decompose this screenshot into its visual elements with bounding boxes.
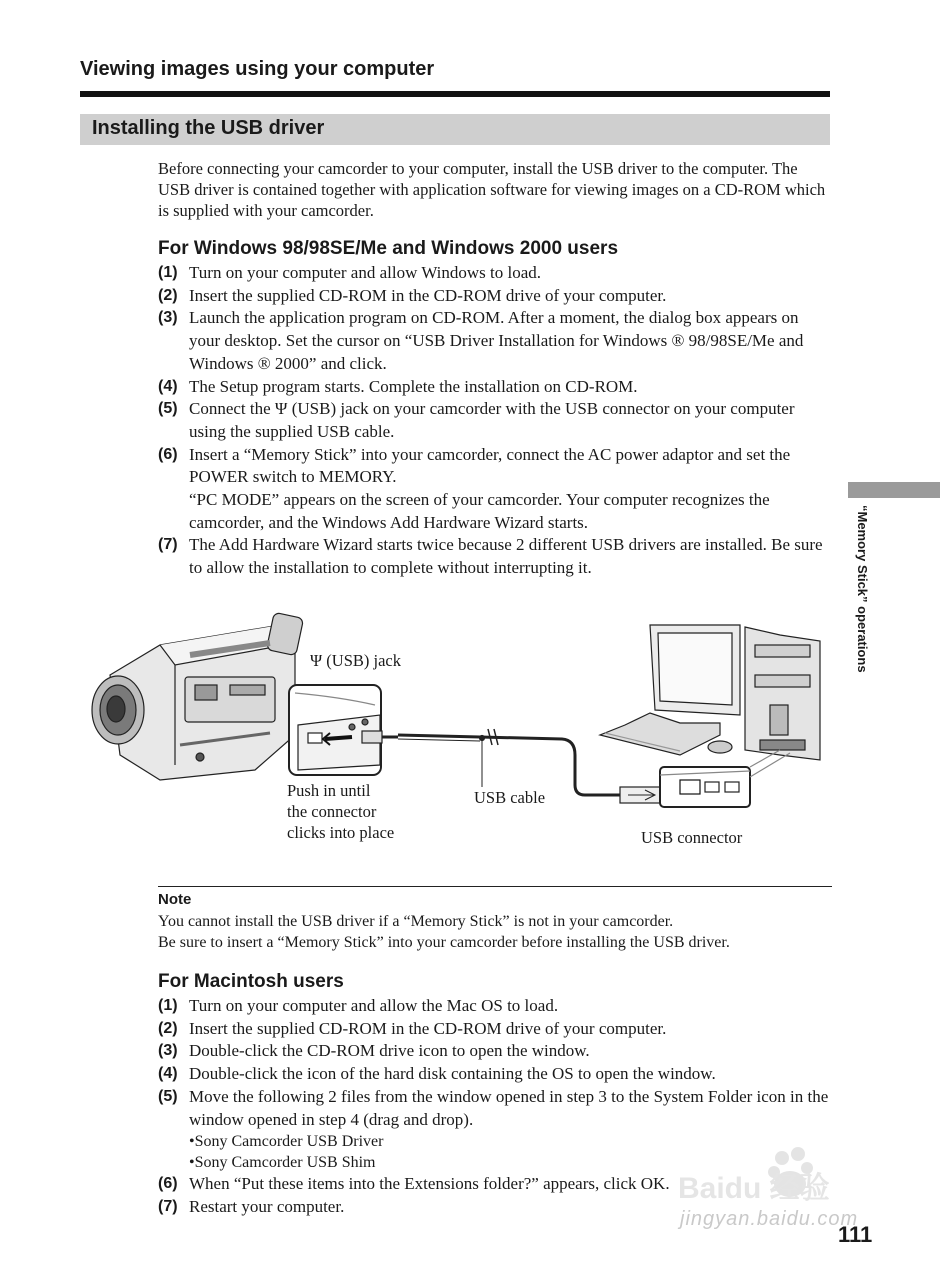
usb-jack-detail-icon [289, 685, 398, 775]
step-number: (1) [158, 264, 178, 281]
windows-step [158, 285, 833, 308]
desktop-computer-icon [600, 625, 820, 760]
section-title: Viewing images using your computer [80, 58, 435, 80]
step-text: Restart your computer. [189, 1196, 345, 1216]
step-number: (4) [158, 1065, 178, 1083]
windows-step [158, 444, 833, 535]
mac-step [158, 1040, 833, 1063]
step-number: (7) [158, 536, 178, 554]
step-text: Insert the supplied CD-ROM in the CD-ROM drive of your computer. [189, 285, 667, 305]
step-number: (3) [158, 1042, 178, 1060]
note-heading: Note [158, 891, 192, 908]
intro-paragraph: Before connecting your camcorder to your computer, install the USB driver to the computer. The USB driver is contained together with application software for viewing images on a CD-ROM which is supplied with your camcorder. [158, 159, 826, 220]
step-number: (6) [158, 445, 178, 463]
windows-step [158, 376, 833, 399]
step-number: (6) [158, 1175, 178, 1193]
step-number: (7) [158, 1197, 178, 1215]
mac-step [158, 1018, 833, 1041]
step-number: (4) [158, 377, 178, 395]
svg-text:Baidu 经验: Baidu 经验 [678, 1172, 830, 1205]
step-text: The Add Hardware Wizard starts twice because 2 different USB drivers are installed. Be sure to allow the installation to complete without interrupting it. [189, 535, 823, 578]
side-tab-label: “Memory Stick” operations [855, 505, 870, 673]
push-connector-label: Push in until the connector clicks into place [287, 781, 395, 842]
step-number: (2) [158, 1019, 178, 1037]
step-number: (3) [158, 309, 178, 327]
usb-jack-label: Ψ (USB) jack [310, 651, 401, 670]
page-number: 111 [838, 1222, 873, 1247]
watermark-url: jingyan.baidu.com [680, 1208, 859, 1230]
step-text: The Setup program starts. Complete the installation on CD-ROM. [189, 376, 638, 396]
step-text: Launch the application program on CD-ROM. After a moment, the dialog box appears on your desktop. Set the cursor on “USB Driver Installation for Windows ® 98/98SE/Me and Windows ® 2000” and click. [189, 308, 804, 373]
step-text: When “Put these items into the Extensions folder?” appears, click OK. [189, 1174, 670, 1194]
windows-steps-list [158, 262, 833, 580]
windows-step [158, 534, 833, 579]
bullet-item: •Sony Camcorder USB Driver [189, 1133, 384, 1151]
step-text: Double-click the CD-ROM drive icon to open the window. [189, 1041, 590, 1061]
usb-connector-label: USB connector [641, 828, 743, 847]
step-text: Insert the supplied CD-ROM in the CD-ROM drive of your computer. [189, 1018, 667, 1038]
camcorder-icon [92, 612, 304, 780]
bullet-item: •Sony Camcorder USB Shim [189, 1154, 376, 1172]
side-tab [848, 482, 940, 498]
subsection-title: Installing the USB driver [92, 117, 325, 139]
windows-step [158, 398, 833, 443]
step-number: (1) [158, 997, 178, 1014]
step-text: Move the following 2 files from the window opened in step 3 to the System Folder icon in the window opened in step 4 (drag and drop). [189, 1086, 829, 1129]
mac-step [158, 995, 833, 1018]
usb-connector-detail-icon [660, 750, 790, 807]
step-text: Insert a “Memory Stick” into your camcorder, connect the AC power adaptor and set the POWER switch to MEMORY. [189, 444, 791, 487]
note-rule [158, 886, 832, 887]
step-number: (5) [158, 1087, 178, 1105]
title-rule [80, 91, 830, 97]
step-extra-text: “PC MODE” appears on the screen of your camcorder. Your computer recognizes the camcorder, and the Windows Add Hardware Wizard starts. [189, 490, 770, 532]
windows-step [158, 307, 833, 375]
step-text: Double-click the icon of the hard disk containing the OS to open the window. [189, 1064, 716, 1084]
note-line: You cannot install the USB driver if a “Memory Stick” is not in your camcorder. [158, 913, 674, 930]
usb-cable-label: USB cable [474, 788, 546, 807]
note-text [158, 911, 848, 953]
step-text: Connect the Ψ (USB) jack on your camcorder with the USB connector on your computer using the supplied USB cable. [189, 399, 795, 441]
step-number: (5) [158, 400, 178, 418]
step-text: Turn on your computer and allow Windows to load. [189, 263, 542, 282]
mac-step [158, 1063, 833, 1086]
mac-heading: For Macintosh users [158, 971, 344, 992]
step-number: (2) [158, 286, 178, 304]
note-line: Be sure to insert a “Memory Stick” into your camcorder before installing the USB driver. [158, 934, 730, 951]
usb-connection-figure [80, 605, 840, 865]
windows-heading: For Windows 98/98SE/Me and Windows 2000 users [158, 238, 619, 259]
step-text: Turn on your computer and allow the Mac OS to load. [189, 996, 559, 1015]
windows-step [158, 262, 833, 285]
